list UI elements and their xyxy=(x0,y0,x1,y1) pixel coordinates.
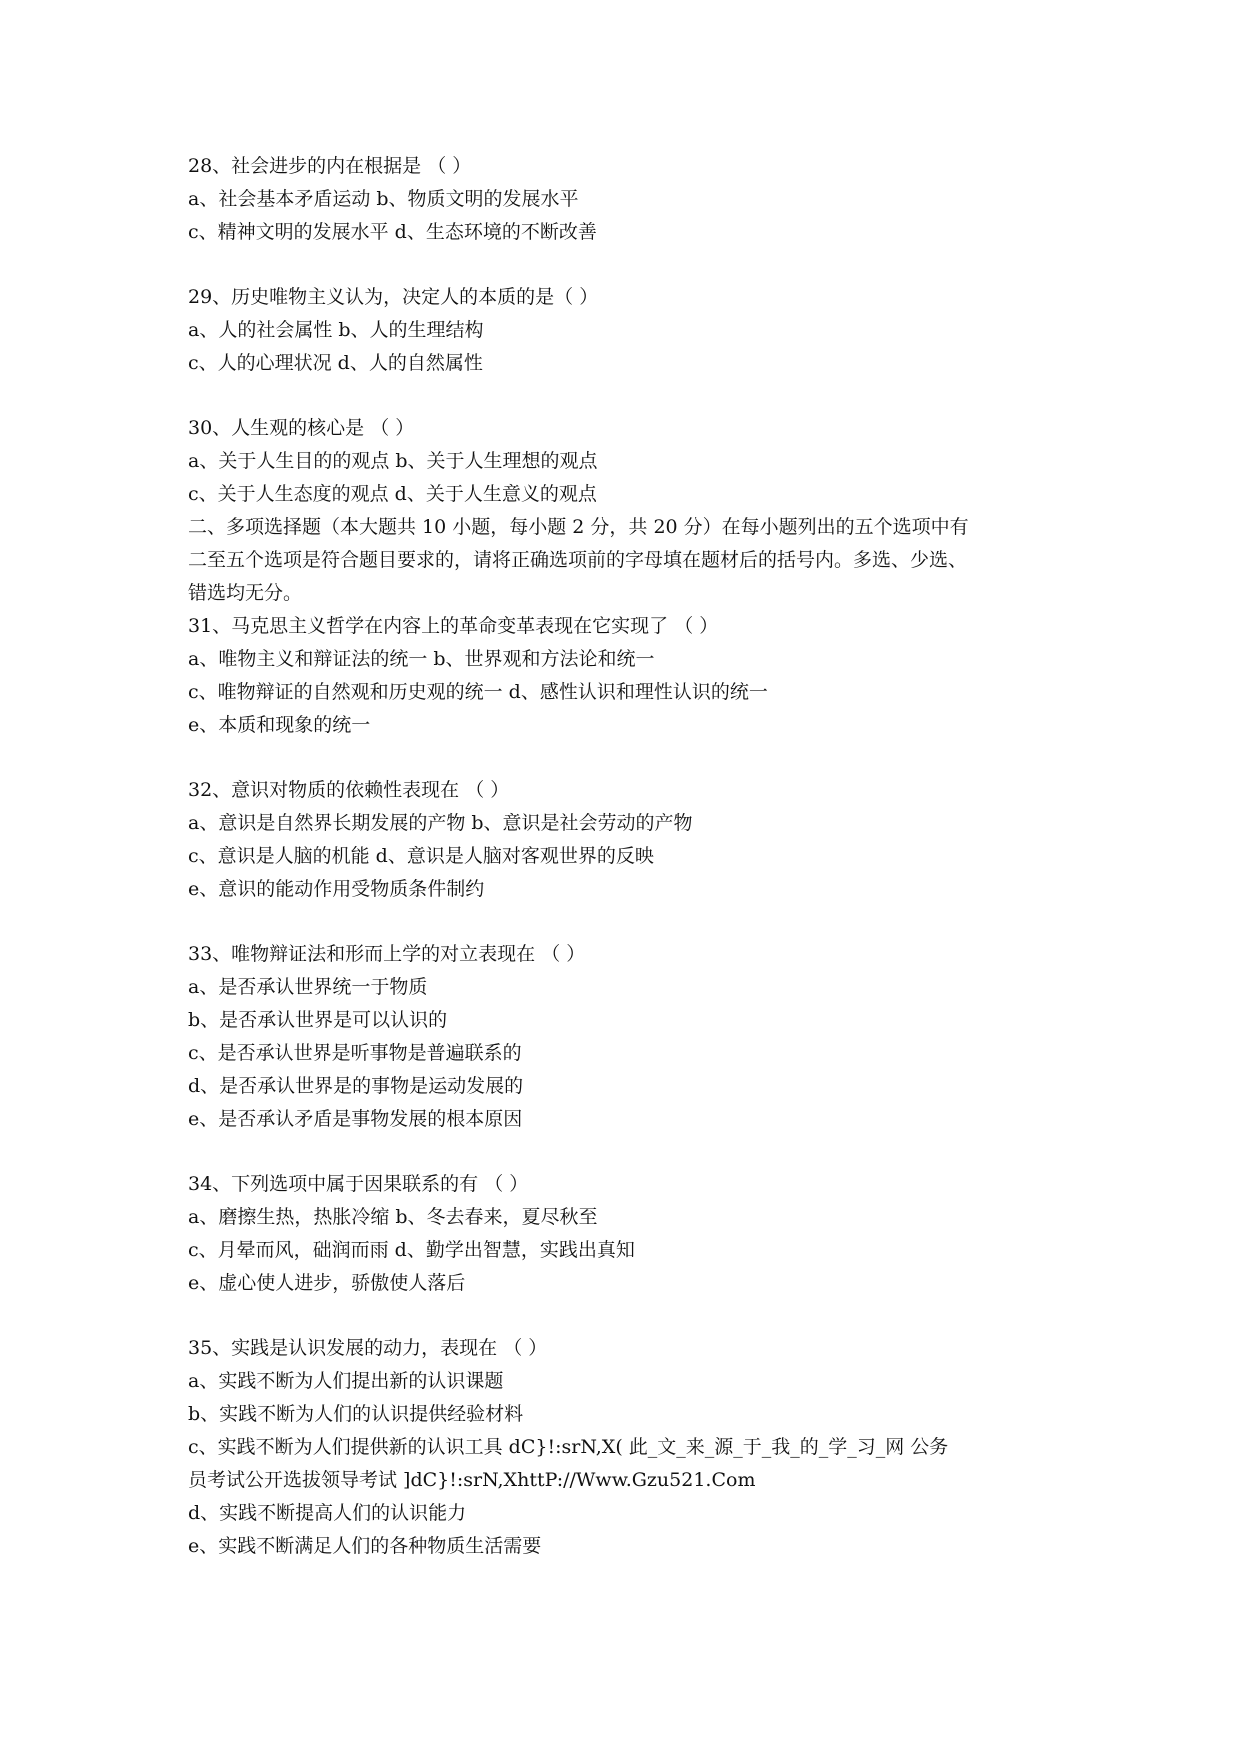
question-option: c、关于人生态度的观点 d、关于人生意义的观点 xyxy=(188,483,597,505)
question-31 xyxy=(188,610,1068,742)
question-32 xyxy=(188,774,1068,906)
question-option: c、唯物辩证的自然观和历史观的统一 d、感性认识和理性认识的统一 xyxy=(188,681,768,703)
question-option: c、人的心理状况 d、人的自然属性 xyxy=(188,352,483,374)
question-option: a、意识是自然界长期发展的产物 b、意识是社会劳动的产物 xyxy=(188,812,693,834)
question-option: a、人的社会属性 b、人的生理结构 xyxy=(188,319,484,341)
question-stem: 33、唯物辩证法和形而上学的对立表现在 （ ） xyxy=(188,943,586,965)
question-stem: 29、历史唯物主义认为，决定人的本质的是（ ） xyxy=(188,286,599,308)
question-28 xyxy=(188,150,1068,249)
question-option: c、是否承认世界是听事物是普遍联系的 xyxy=(188,1042,522,1064)
question-option: b、实践不断为人们的认识提供经验材料 xyxy=(188,1403,524,1425)
spacer xyxy=(188,249,1068,281)
spacer xyxy=(188,1300,1068,1332)
question-option: a、社会基本矛盾运动 b、物质文明的发展水平 xyxy=(188,188,579,210)
question-option: e、实践不断满足人们的各种物质生活需要 xyxy=(188,1535,542,1557)
spacer xyxy=(188,380,1068,412)
question-option: a、实践不断为人们提出新的认识课题 xyxy=(188,1370,504,1392)
spacer xyxy=(188,742,1068,774)
question-stem: 31、马克思主义哲学在内容上的革命变革表现在它实现了 （ ） xyxy=(188,615,719,637)
question-stem: 34、下列选项中属于因果联系的有 （ ） xyxy=(188,1173,529,1195)
section-heading: 二、多项选择题（本大题共 10 小题，每小题 2 分，共 20 分）在每小题列出的五个选项中有 xyxy=(188,516,969,538)
document-page xyxy=(188,150,1068,1563)
question-stem: 35、实践是认识发展的动力，表现在 （ ） xyxy=(188,1337,548,1359)
spacer xyxy=(188,906,1068,938)
question-option: e、意识的能动作用受物质条件制约 xyxy=(188,878,485,900)
section-instructions: 二至五个选项是符合题目要求的，请将正确选项前的字母填在题材后的括号内。多选、少选、 xyxy=(188,549,968,571)
question-30 xyxy=(188,412,1068,511)
spacer xyxy=(188,1136,1068,1168)
question-29 xyxy=(188,281,1068,380)
question-stem: 28、社会进步的内在根据是 （ ） xyxy=(188,155,472,177)
question-33 xyxy=(188,938,1068,1136)
question-option: a、唯物主义和辩证法的统一 b、世界观和方法论和统一 xyxy=(188,648,655,670)
question-option: a、磨擦生热，热胀冷缩 b、冬去春来，夏尽秋至 xyxy=(188,1206,598,1228)
question-option: e、本质和现象的统一 xyxy=(188,714,371,736)
question-35 xyxy=(188,1332,1068,1563)
question-option: a、是否承认世界统一于物质 xyxy=(188,976,428,998)
question-stem: 30、人生观的核心是 （ ） xyxy=(188,417,415,439)
section-2-instructions xyxy=(188,511,1068,610)
question-option: c、意识是人脑的机能 d、意识是人脑对客观世界的反映 xyxy=(188,845,654,867)
question-option: e、是否承认矛盾是事物发展的根本原因 xyxy=(188,1108,523,1130)
question-option: e、虚心使人进步，骄傲使人落后 xyxy=(188,1272,466,1294)
question-option: c、精神文明的发展水平 d、生态环境的不断改善 xyxy=(188,221,597,243)
question-option-continuation: 员考试公开选拔领导考试 ]dC}!:srN,XhttP://Www.Gzu521.Com xyxy=(188,1469,756,1491)
question-34 xyxy=(188,1168,1068,1300)
question-option: d、是否承认世界是的事物是运动发展的 xyxy=(188,1075,524,1097)
section-instructions: 错选均无分。 xyxy=(188,582,303,604)
question-option: b、是否承认世界是可以认识的 xyxy=(188,1009,448,1031)
question-option: a、关于人生目的的观点 b、关于人生理想的观点 xyxy=(188,450,598,472)
question-stem: 32、意识对物质的依赖性表现在 （ ） xyxy=(188,779,510,801)
question-option: d、实践不断提高人们的认识能力 xyxy=(188,1502,467,1524)
question-option: c、实践不断为人们提供新的认识工具 dC}!:srN,X( 此_文_来_源_于_我_的_学_习_网 公务 xyxy=(188,1436,949,1458)
question-option: c、月晕而风，础润而雨 d、勤学出智慧，实践出真知 xyxy=(188,1239,635,1261)
